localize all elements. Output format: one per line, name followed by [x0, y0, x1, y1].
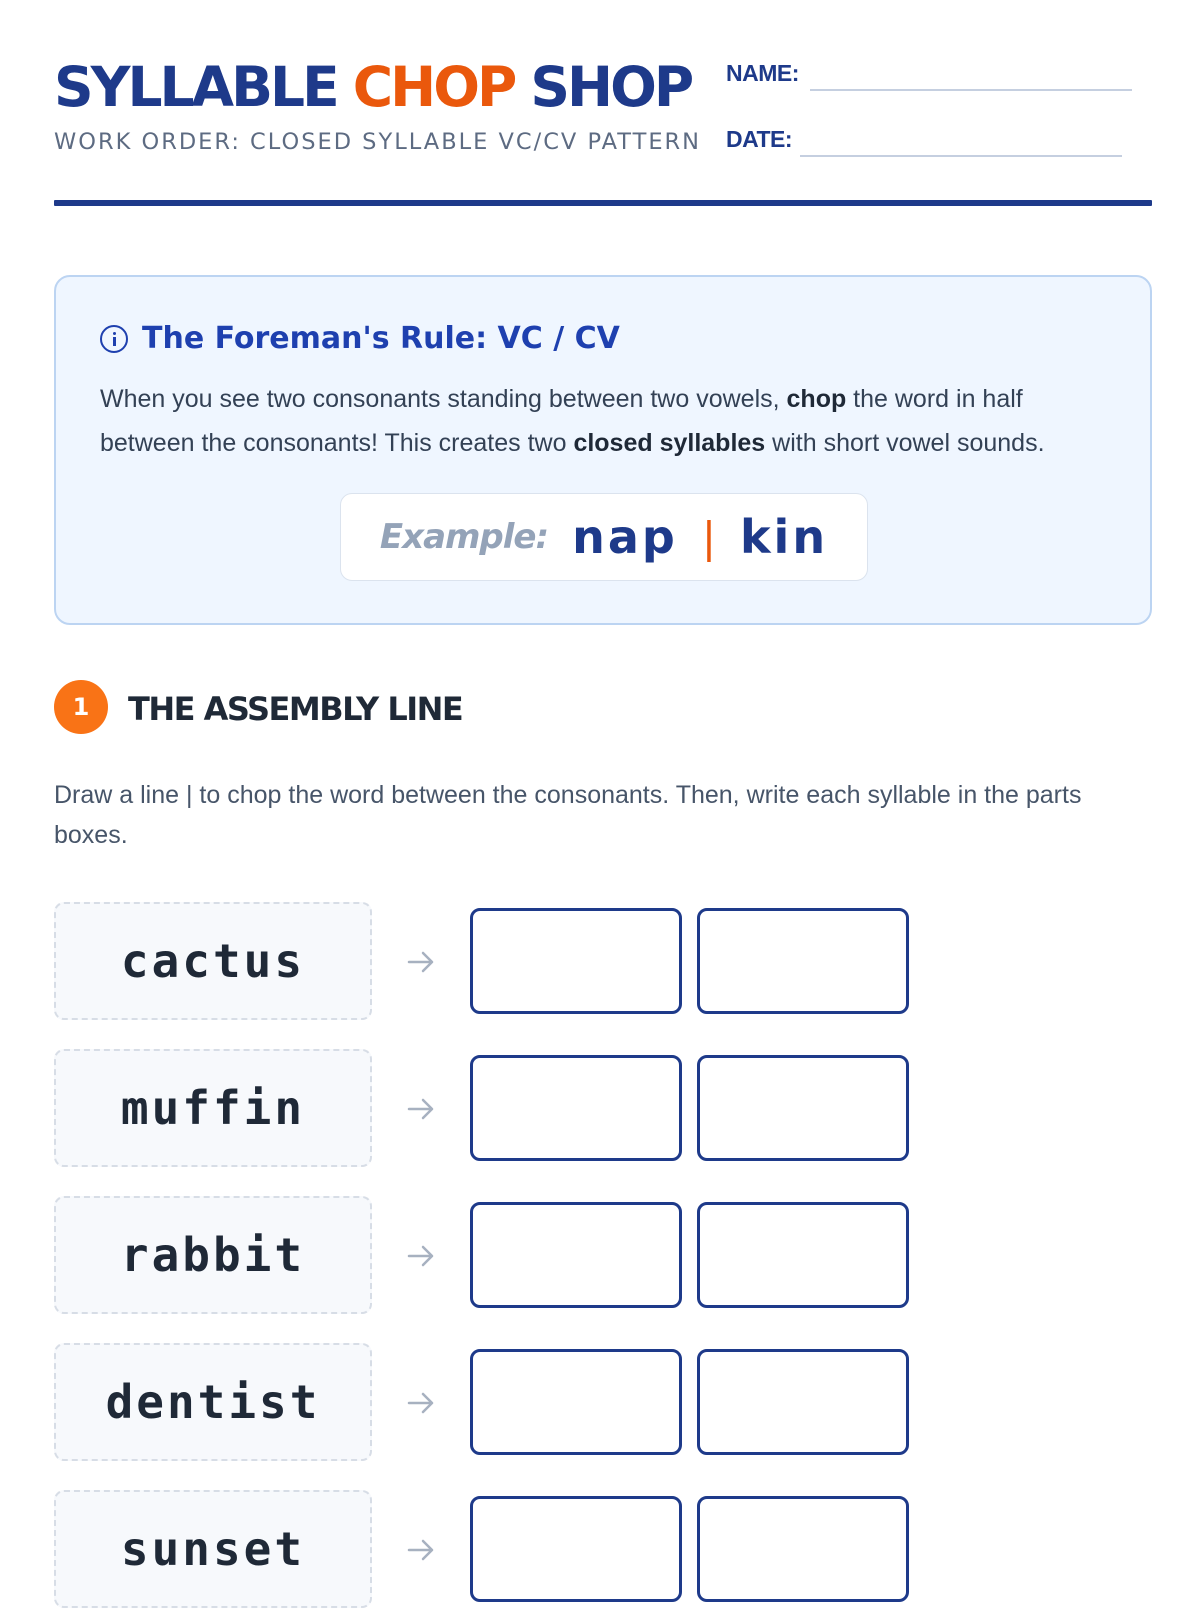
syllable-box-1[interactable] — [470, 1055, 682, 1161]
date-field[interactable] — [800, 155, 1122, 157]
word-card: muffin — [54, 1049, 372, 1167]
page-subtitle: WORK ORDER: CLOSED SYLLABLE VC/CV PATTERN — [54, 129, 702, 155]
syllable-box-2[interactable] — [697, 1496, 909, 1602]
syllable-box-2[interactable] — [697, 1349, 909, 1455]
section-number-badge: 1 — [54, 680, 108, 734]
title-part-shop: SHOP — [530, 55, 692, 119]
rule-text-part: with short vowel sounds. — [765, 429, 1045, 457]
assembly-row — [54, 1196, 954, 1318]
info-icon — [100, 325, 128, 353]
worksheet-header — [54, 0, 1152, 210]
name-field[interactable] — [810, 89, 1132, 91]
rule-text-bold-closed-syllables: closed syllables — [573, 429, 766, 457]
arrow-right-icon — [406, 1388, 436, 1418]
rule-heading — [100, 321, 620, 356]
syllable-box-2[interactable] — [697, 1202, 909, 1308]
foreman-rule-box — [54, 275, 1152, 625]
word-card: sunset — [54, 1490, 372, 1608]
assembly-row — [54, 1343, 954, 1465]
rule-text-bold-chop: chop — [786, 385, 847, 413]
example-separator: | — [701, 512, 716, 562]
title-part-chop: CHOP — [352, 55, 515, 119]
section-title: THE ASSEMBLY LINE — [128, 690, 463, 728]
syllable-box-1[interactable] — [470, 1202, 682, 1308]
date-label: DATE: — [726, 126, 793, 152]
example-syllable-2: kin — [739, 510, 829, 564]
arrow-right-icon — [406, 1094, 436, 1124]
syllable-box-1[interactable] — [470, 908, 682, 1014]
syllable-box-1[interactable] — [470, 1496, 682, 1602]
header-divider — [54, 200, 1152, 206]
rule-text — [100, 377, 1110, 465]
rule-text-part: When you see two consonants standing between two vowels, — [100, 385, 787, 413]
syllable-box-2[interactable] — [697, 1055, 909, 1161]
syllable-box-2[interactable] — [697, 908, 909, 1014]
rule-heading-text: The Foreman's Rule: VC / CV — [142, 321, 620, 356]
assembly-row — [54, 1490, 954, 1612]
word-card: cactus — [54, 902, 372, 1020]
example-label: Example: — [379, 517, 549, 557]
assembly-row — [54, 902, 954, 1024]
assembly-row — [54, 1049, 954, 1171]
syllable-box-1[interactable] — [470, 1349, 682, 1455]
page-title — [54, 52, 691, 122]
section-instructions: Draw a line | to chop the word between the consonants. Then, write each syllable in the parts boxes. — [54, 781, 1082, 849]
rule-text-part: the word in half between the consonants! This creates two — [100, 385, 1023, 457]
example-syllable-1: nap — [572, 510, 678, 564]
arrow-right-icon — [406, 1535, 436, 1565]
example-card — [340, 493, 868, 581]
arrow-right-icon — [406, 947, 436, 977]
word-card: rabbit — [54, 1196, 372, 1314]
arrow-right-icon — [406, 1241, 436, 1271]
word-card: dentist — [54, 1343, 372, 1461]
name-label: NAME: — [726, 60, 799, 86]
title-part-syllable: SYLLABLE — [54, 55, 337, 119]
